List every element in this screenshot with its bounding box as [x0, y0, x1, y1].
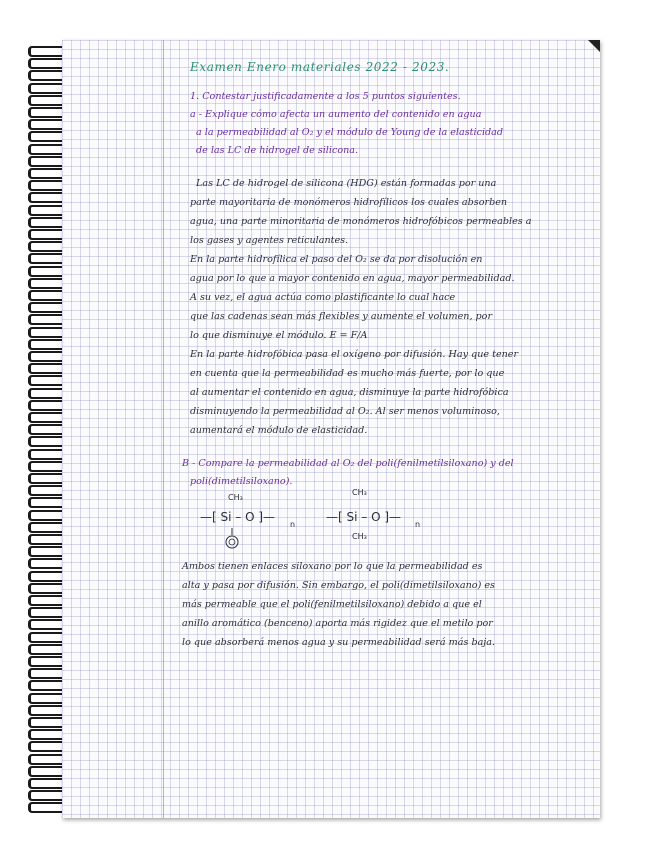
- answer-b-line: anillo aromático (benceno) aporta más rigidez que el metilo por: [182, 618, 493, 629]
- answer-a-line: lo que disminuye el módulo. E = F/A: [190, 330, 368, 341]
- answer-b-line: alta y pasa por difusión. Sin embargo, el poli(dimetilsiloxano) es: [182, 580, 495, 591]
- phenyl-ring-icon: [224, 528, 240, 550]
- answer-a-line: En la parte hidrofílica el paso del O₂ se da por disolución en: [190, 254, 483, 265]
- answer-a-line: en cuenta que la permeabilidad es mucho más fuerte, por lo que: [190, 368, 505, 379]
- question-1a-line: a - Explique cómo afecta un aumento del contenido en agua: [190, 109, 482, 120]
- methyl-group-label: CH₃: [352, 532, 367, 541]
- margin-line: [163, 40, 164, 818]
- answer-b-line: más permeable que el poli(fenilmetilsiloxano) debido a que el: [182, 599, 482, 610]
- question-b-heading: B - Compare la permeabilidad al O₂ del poli(fenilmetilsiloxano) y del: [182, 458, 514, 469]
- methyl-group-label: CH₃: [352, 488, 367, 497]
- repeat-subscript: n: [290, 520, 296, 529]
- answer-a-line: disminuyendo la permeabilidad al O₂. Al ser menos voluminoso,: [190, 406, 500, 417]
- siloxane-repeat-unit: —[ Si – O ]—: [200, 510, 276, 524]
- answer-a-line: En la parte hidrofóbica pasa el oxígeno por difusión. Hay que tener: [190, 349, 519, 360]
- answer-a-line: agua, una parte minoritaria de monómeros hidrofóbicos permeables a: [190, 216, 532, 227]
- answer-b-line: lo que absorberá menos agua y su permeabilidad será más baja.: [182, 637, 496, 648]
- answer-a-line: los gases y agentes reticulantes.: [190, 235, 349, 246]
- answer-b-line: Ambos tienen enlaces siloxano por lo que la permeabilidad es: [182, 561, 483, 572]
- answer-a-line: Las LC de hidrogel de silicona (HDG) están formadas por una: [196, 178, 497, 189]
- answer-a-line: A su vez, el agua actúa como plastificante lo cual hace: [190, 292, 456, 303]
- methyl-group-label: CH₃: [228, 493, 243, 502]
- question-1-heading: 1. Contestar justificadamente a los 5 puntos siguientes.: [190, 91, 461, 102]
- question-1a-line: a la permeabilidad al O₂ y el módulo de Young de la elasticidad: [196, 127, 504, 138]
- answer-a-line: parte mayoritaria de monómeros hidrofílicos los cuales absorben: [190, 197, 508, 208]
- page-corner: [588, 40, 600, 52]
- answer-a-line: aumentará el módulo de elasticidad.: [190, 425, 368, 436]
- question-1a-line: de las LC de hidrogel de silicona.: [196, 145, 359, 156]
- question-b-heading: poli(dimetilsiloxano).: [190, 476, 293, 487]
- answer-a-line: al aumentar el contenido en agua, disminuye la parte hidrofóbica: [190, 387, 509, 398]
- exam-title: Examen Enero materiales 2022 - 2023.: [190, 60, 450, 74]
- repeat-subscript: n: [415, 520, 421, 529]
- answer-a-line: que las cadenas sean más flexibles y aumente el volumen, por: [190, 311, 493, 322]
- answer-a-line: agua por lo que a mayor contenido en agua, mayor permeabilidad.: [190, 273, 515, 284]
- siloxane-repeat-unit: —[ Si – O ]—: [326, 510, 402, 524]
